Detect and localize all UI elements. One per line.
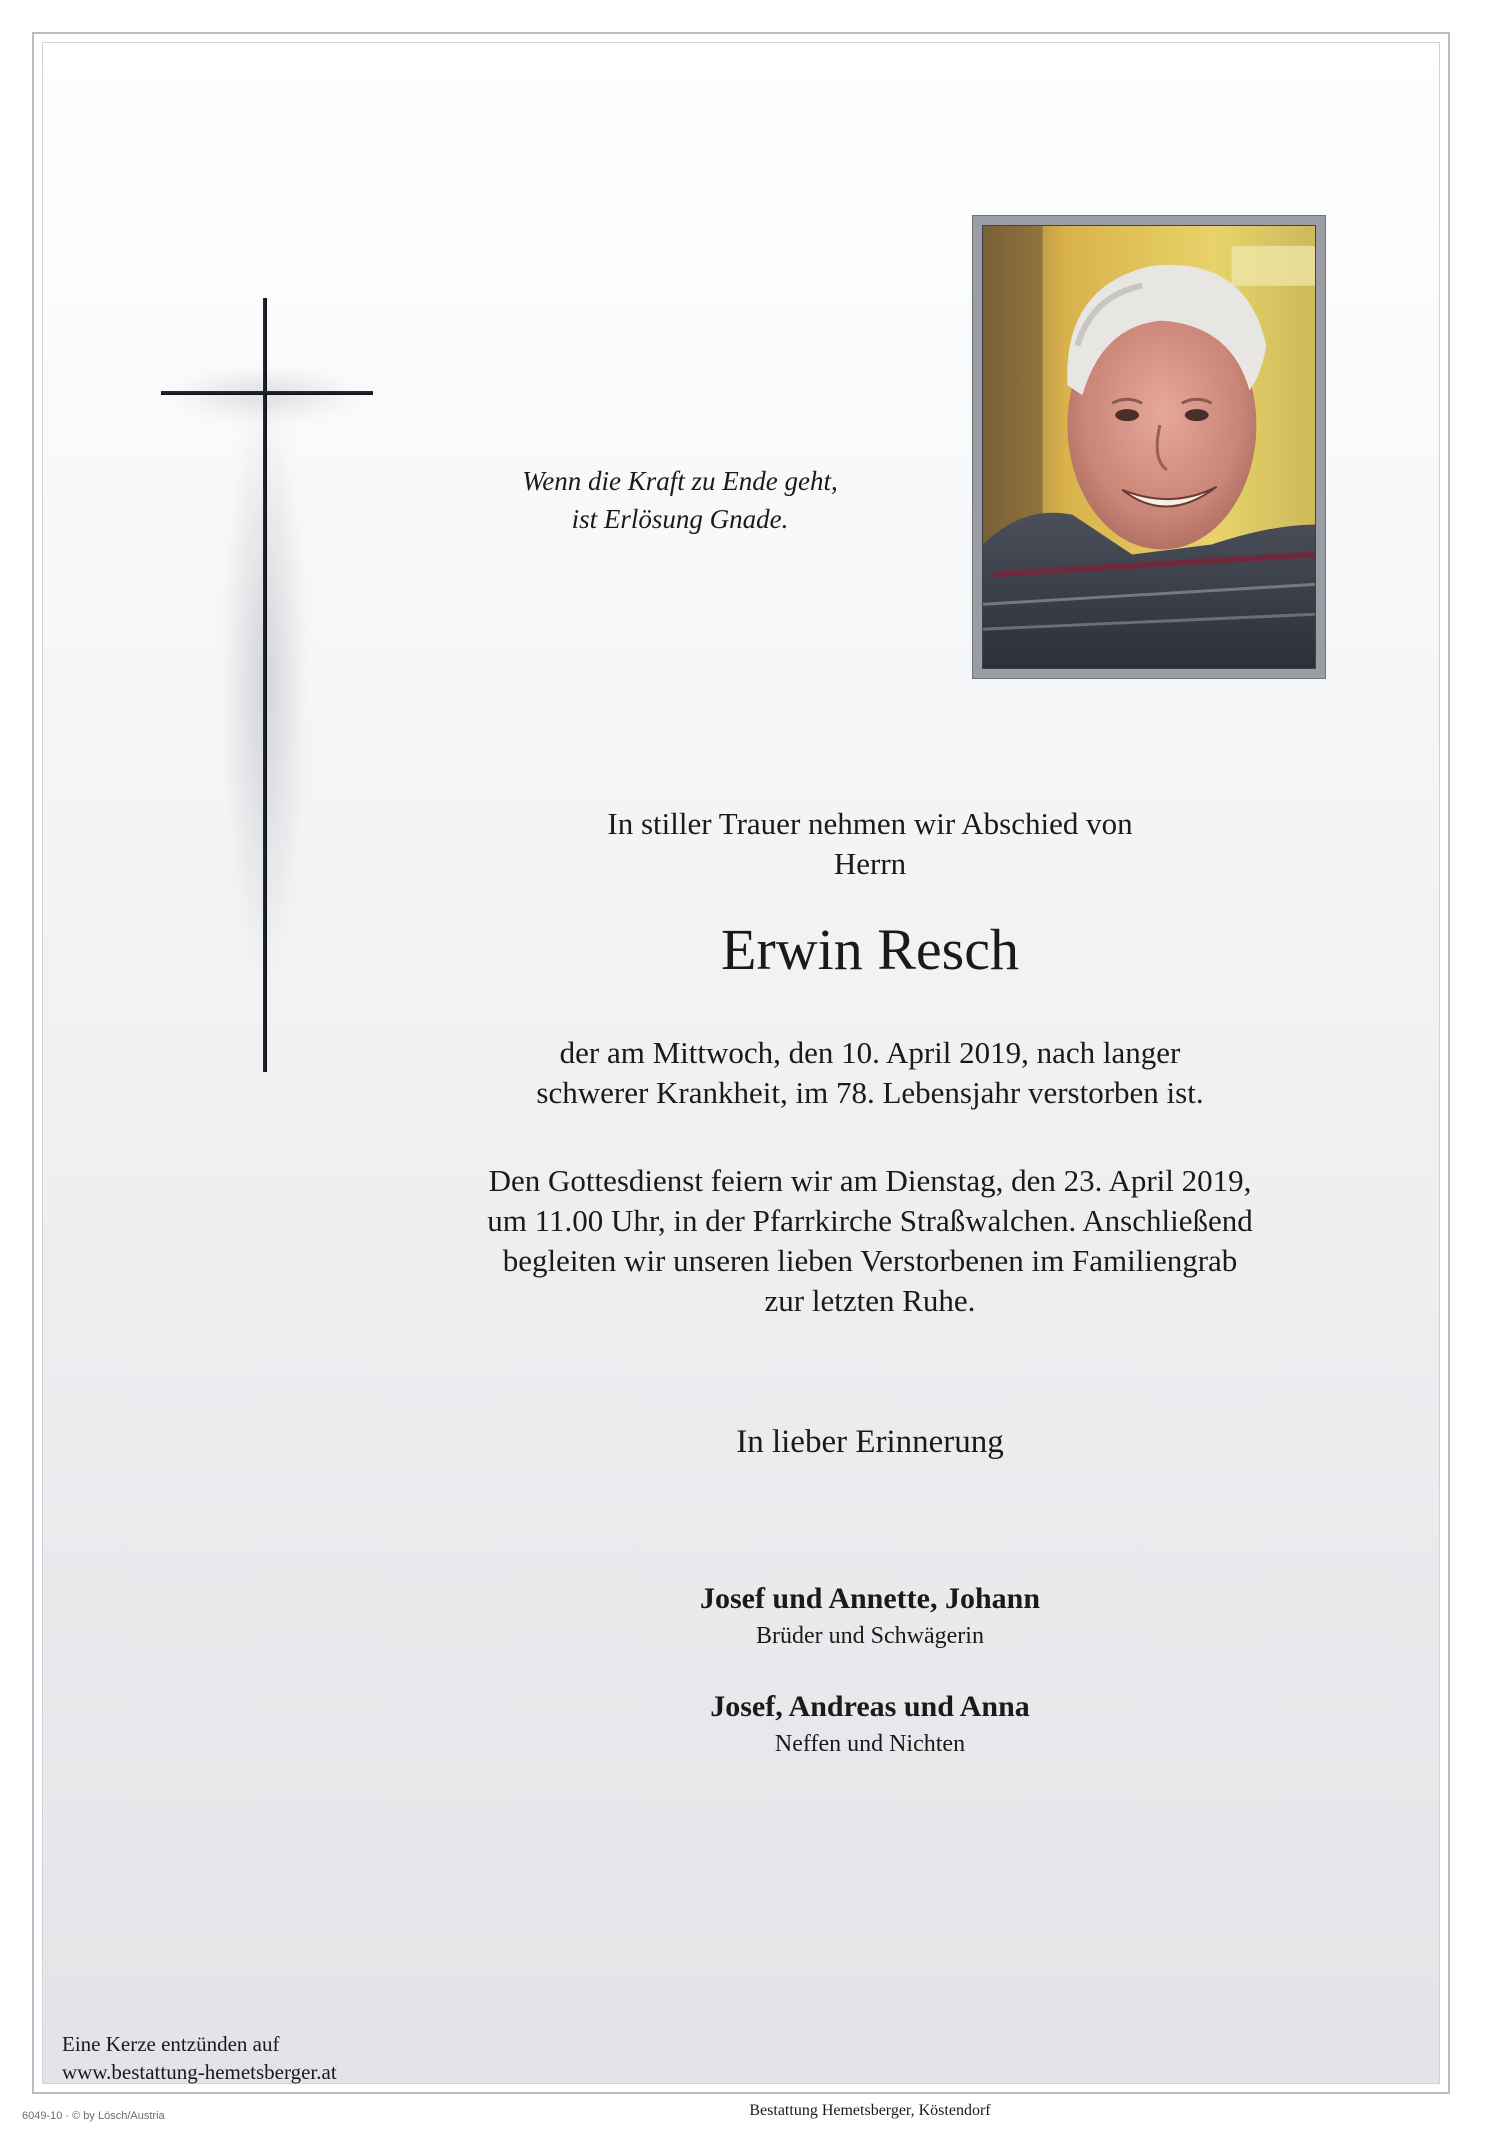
portrait-frame <box>972 215 1326 679</box>
print-mark: 6049-10 · © by Lösch/Austria <box>22 2110 165 2122</box>
portrait-photo <box>982 225 1316 669</box>
mourner-names: Josef und Annette, Johann <box>699 1582 1041 1615</box>
service-line: um 11.00 Uhr, in der Pfarrkirche Straßwalchen. Anschließend <box>487 1203 1253 1238</box>
death-notice <box>430 1033 1310 1113</box>
website-link[interactable]: www.bestattung-hemetsberger.at <box>62 2060 337 2084</box>
cross-icon <box>263 298 267 1072</box>
portrait-photo-image <box>983 226 1315 668</box>
mourner-names: Josef, Andreas und Anna <box>710 1690 1030 1723</box>
service-line: Den Gottesdienst feiern wir am Dienstag, den 23. April 2019, <box>488 1163 1252 1198</box>
remembrance-heading: In lieber Erinnerung <box>736 1424 1004 1460</box>
intro-line: In stiller Trauer nehmen wir Abschied von <box>607 806 1133 841</box>
intro-text <box>430 804 1310 884</box>
cross-icon-beam <box>161 391 373 395</box>
motto-quote <box>440 462 920 538</box>
candle-notice <box>62 2030 337 2086</box>
service-line: begleiten wir unseren lieben Verstorbenen im Familiengrab <box>502 1243 1238 1278</box>
intro-line: Herrn <box>833 846 907 881</box>
service-details <box>430 1161 1310 1321</box>
motto-line: ist Erlösung Gnade. <box>571 504 789 534</box>
deceased-name: Erwin Resch <box>721 917 1019 982</box>
mourner-relation: Brüder und Schwägerin <box>756 1623 984 1649</box>
funeral-home: Bestattung Hemetsberger, Köstendorf <box>749 2102 991 2119</box>
mourner-relation: Neffen und Nichten <box>774 1731 966 1757</box>
death-notice-line: schwerer Krankheit, im 78. Lebensjahr verstorben ist. <box>536 1075 1204 1110</box>
death-notice-line: der am Mittwoch, den 10. April 2019, nach langer <box>559 1035 1181 1070</box>
service-line: zur letzten Ruhe. <box>764 1283 976 1318</box>
motto-line: Wenn die Kraft zu Ende geht, <box>522 466 838 496</box>
candle-text: Eine Kerze entzünden auf <box>62 2032 280 2056</box>
